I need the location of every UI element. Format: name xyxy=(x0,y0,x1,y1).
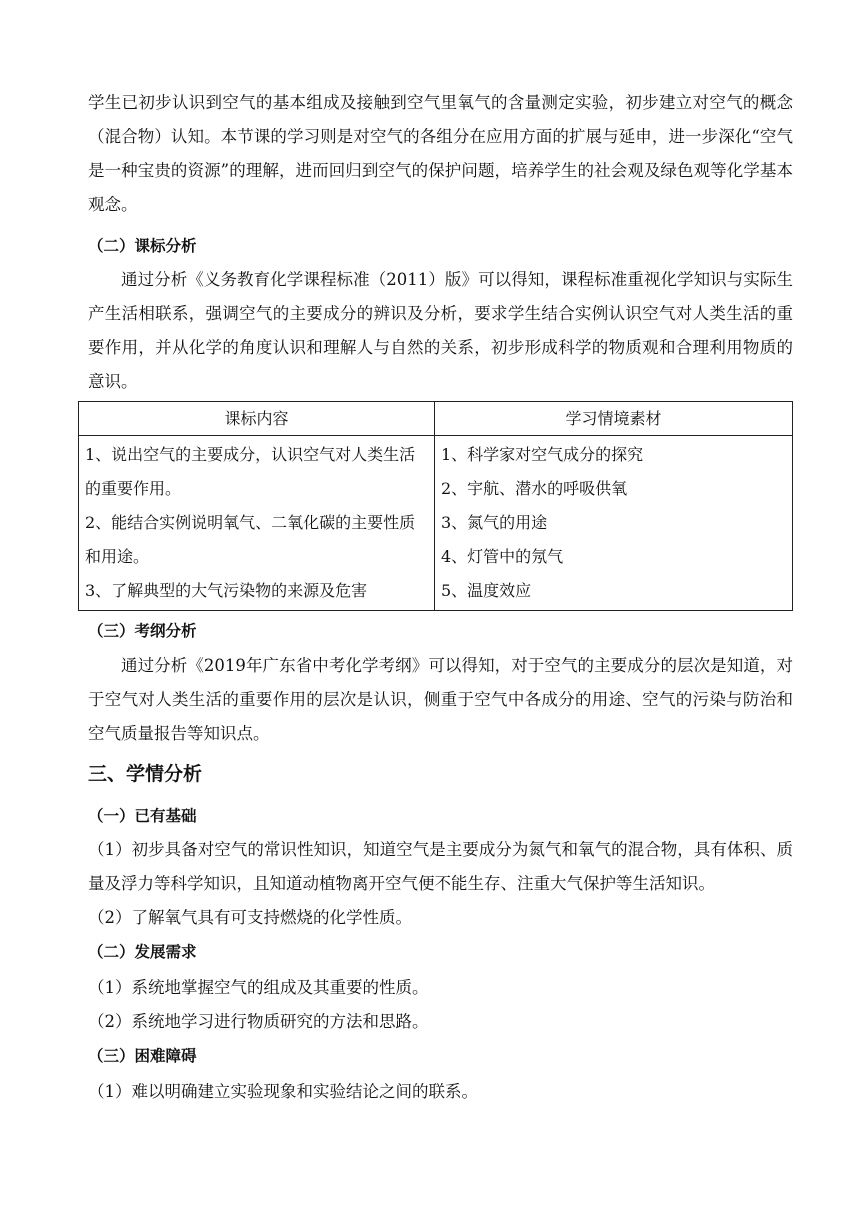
foundation-item-1: （1）初步具备对空气的常识性知识，知道空气是主要成分为氮气和氧气的混合物，具有体积、质量及浮力等科学知识，且知道动植物离开空气便不能生存、注重大气保护等生活知识。 xyxy=(88,840,793,893)
obstacles-item-1: （1）难以明确建立实验现象和实验结论之间的联系。 xyxy=(88,1082,478,1101)
table-cell-materials xyxy=(435,436,793,611)
curriculum-heading: （二）课标分析 xyxy=(88,237,197,255)
table-list-item: 3、氮气的用途 xyxy=(441,513,548,532)
table-list-item: 5、温度效应 xyxy=(441,581,532,600)
needs-item-2: （2）系统地学习进行物质研究的方法和思路。 xyxy=(88,1012,429,1031)
intro-paragraph: 学生已初步认识到空气的基本组成及接触到空气里氧气的含量测定实验，初步建立对空气的概念（混合物）认知。本节课的学习则是对空气的各组分在应用方面的扩展与延申，进一步深化“空气是一种宝贵的资源”的理解，进而回归到空气的保护问题，培养学生的社会观及绿色观等化学基本观念。 xyxy=(88,93,793,214)
foundation-item-2: （2）了解氧气具有可支持燃烧的化学性质。 xyxy=(88,908,412,927)
needs-item-1: （1）系统地掌握空气的组成及其重要的性质。 xyxy=(88,978,429,997)
table-row xyxy=(79,436,793,611)
table-list-item: 1、说出空气的主要成分，认识空气对人类生活的重要作用。 xyxy=(85,445,416,498)
obstacles-heading: （三）困难障碍 xyxy=(88,1047,197,1065)
table-cell-content xyxy=(79,436,435,611)
learner-heading: 三、学情分析 xyxy=(88,763,203,785)
exam-heading: （三）考纲分析 xyxy=(88,622,197,640)
curriculum-paragraph: 通过分析《义务教育化学课程标准（2011）版》可以得知，课程标准重视化学知识与实际生产生活相联系，强调空气的主要成分的辨识及分析，要求学生结合实例认识空气对人类生活的重要作用，并从化学的角度认识和理解人与自然的关系，初步形成科学的物质观和合理利用物质的意识。 xyxy=(88,270,793,391)
foundation-heading: （一）已有基础 xyxy=(88,807,197,825)
table-list-item: 2、能结合实例说明氧气、二氧化碳的主要性质和用途。 xyxy=(85,513,416,566)
table-header-content: 课标内容 xyxy=(79,402,435,436)
table-list-item: 1、科学家对空气成分的探究 xyxy=(441,445,644,464)
table-list-item: 4、灯管中的氖气 xyxy=(441,547,564,566)
table-header-materials: 学习情境素材 xyxy=(435,402,793,436)
table-list-item: 3、了解典型的大气污染物的来源及危害 xyxy=(85,581,368,600)
curriculum-table xyxy=(78,401,793,611)
table-list-item: 2、宇航、潜水的呼吸供氧 xyxy=(441,479,628,498)
exam-paragraph: 通过分析《2019年广东省中考化学考纲》可以得知，对于空气的主要成分的层次是知道，对于空气对人类生活的重要作用的层次是认识，侧重于空气中各成分的用途、空气的污染与防治和空气质量报告等知识点。 xyxy=(88,656,793,743)
needs-heading: （二）发展需求 xyxy=(88,943,197,961)
table-header-row xyxy=(79,402,793,436)
